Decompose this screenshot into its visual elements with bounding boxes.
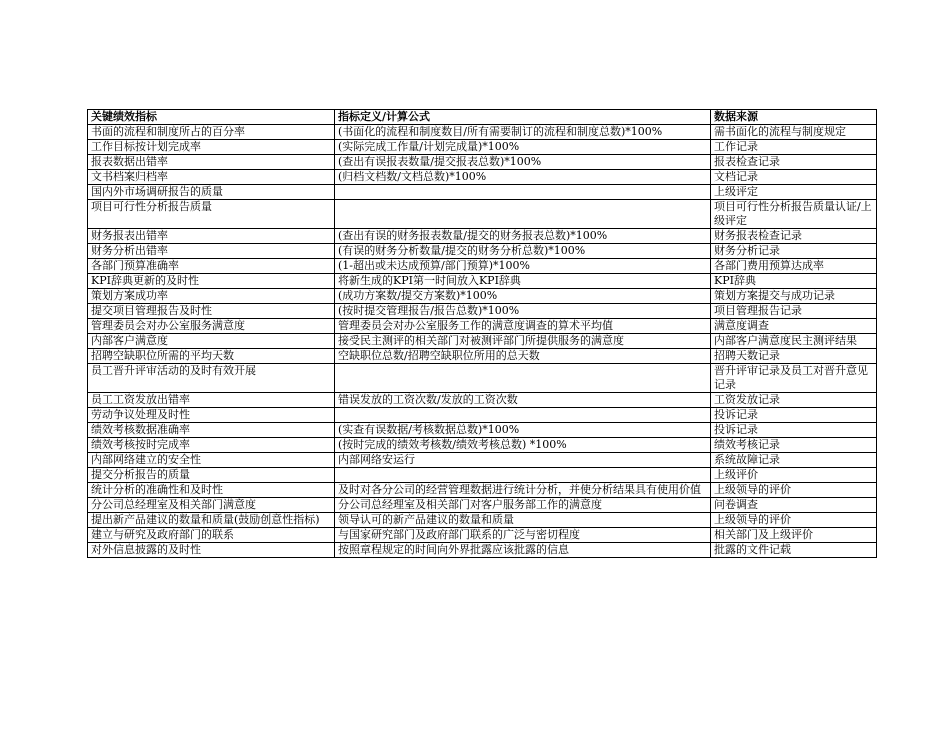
table-row [88, 155, 877, 170]
table-row [88, 364, 877, 393]
table-header [88, 110, 877, 125]
kpi-table [87, 109, 877, 558]
table-row [88, 483, 877, 498]
definition-cell [335, 200, 711, 229]
data-source-cell: 各部门费用预算达成率 [711, 259, 877, 274]
kpi-cell: 分公司总经理室及相关部门满意度 [88, 498, 335, 513]
data-source-cell: 上级评定 [711, 185, 877, 200]
kpi-cell: 劳动争议处理及时性 [88, 408, 335, 423]
definition-cell: (书面化的流程和制度数目/所有需要制订的流程和制度总数)*100% [335, 125, 711, 140]
table-row [88, 334, 877, 349]
data-source-cell: 报表检查记录 [711, 155, 877, 170]
data-source-cell: 需书面化的流程与制度规定 [711, 125, 877, 140]
definition-cell: 错误发放的工资次数/发放的工资次数 [335, 393, 711, 408]
definition-cell: (查出有误报表数量/提交报表总数)*100% [335, 155, 711, 170]
definition-cell: (实查有误数据/考核数据总数)*100% [335, 423, 711, 438]
definition-cell: (成功方案数/提交方案数)*100% [335, 289, 711, 304]
kpi-cell: 文书档案归档率 [88, 170, 335, 185]
table-row [88, 423, 877, 438]
table-row [88, 125, 877, 140]
kpi-cell: 提出新产品建议的数量和质量(鼓励创意性指标) [88, 513, 335, 528]
definition-cell [335, 185, 711, 200]
table-row [88, 393, 877, 408]
definition-cell: 管理委员会对办公室服务工作的满意度调查的算术平均值 [335, 319, 711, 334]
table-row [88, 543, 877, 558]
definition-cell: (按时完成的绩效考核数/绩效考核总数) *100% [335, 438, 711, 453]
data-source-cell: 招聘天数记录 [711, 349, 877, 364]
kpi-cell: 策划方案成功率 [88, 289, 335, 304]
data-source-cell: 晋升评审记录及员工对晋升意见记录 [711, 364, 877, 393]
data-source-cell: 工资发放记录 [711, 393, 877, 408]
table-row [88, 528, 877, 543]
table-row [88, 244, 877, 259]
kpi-cell: 招聘空缺职位所需的平均天数 [88, 349, 335, 364]
kpi-cell: 管理委员会对办公室服务满意度 [88, 319, 335, 334]
kpi-cell: 对外信息披露的及时性 [88, 543, 335, 558]
table-row [88, 513, 877, 528]
kpi-cell: 项目可行性分析报告质量 [88, 200, 335, 229]
table-row [88, 274, 877, 289]
kpi-cell: 工作目标按计划完成率 [88, 140, 335, 155]
table-row [88, 185, 877, 200]
kpi-cell: 财务分析出错率 [88, 244, 335, 259]
table-row [88, 259, 877, 274]
data-source-cell: 系统故障记录 [711, 453, 877, 468]
definition-cell: (1-超出或未达成预算/部门预算)*100% [335, 259, 711, 274]
table-row [88, 408, 877, 423]
header-definition: 指标定义/计算公式 [335, 110, 711, 125]
definition-cell [335, 468, 711, 483]
table-row [88, 140, 877, 155]
data-source-cell: 投诉记录 [711, 408, 877, 423]
definition-cell: (按时提交管理报告/报告总数)*100% [335, 304, 711, 319]
definition-cell: 分公司总经理室及相关部门对客户服务部工作的满意度 [335, 498, 711, 513]
data-source-cell: 内部客户满意度民主测评结果 [711, 334, 877, 349]
definition-cell: 接受民主测评的相关部门对被测评部门所提供服务的满意度 [335, 334, 711, 349]
data-source-cell: 投诉记录 [711, 423, 877, 438]
kpi-cell: 提交项目管理报告及时性 [88, 304, 335, 319]
data-source-cell: 相关部门及上级评价 [711, 528, 877, 543]
data-source-cell: 财务报表检查记录 [711, 229, 877, 244]
definition-cell [335, 408, 711, 423]
table-row [88, 289, 877, 304]
data-source-cell: 绩效考核记录 [711, 438, 877, 453]
kpi-cell: 员工晋升评审活动的及时有效开展 [88, 364, 335, 393]
kpi-cell: 建立与研究及政府部门的联系 [88, 528, 335, 543]
data-source-cell: 满意度调查 [711, 319, 877, 334]
table-row [88, 453, 877, 468]
table-row [88, 349, 877, 364]
definition-cell: (查出有误的财务报表数量/提交的财务报表总数)*100% [335, 229, 711, 244]
kpi-cell: 绩效考核按时完成率 [88, 438, 335, 453]
table-body [88, 125, 877, 558]
kpi-cell: 内部客户满意度 [88, 334, 335, 349]
kpi-cell: 书面的流程和制度所占的百分率 [88, 125, 335, 140]
data-source-cell: 上级领导的评价 [711, 483, 877, 498]
header-data-source: 数据来源 [711, 110, 877, 125]
data-source-cell: 项目可行性分析报告质量认证/上级评定 [711, 200, 877, 229]
definition-cell: (有误的财务分析数量/提交的财务分析总数)*100% [335, 244, 711, 259]
header-kpi: 关键绩效指标 [88, 110, 335, 125]
data-source-cell: 财务分析记录 [711, 244, 877, 259]
definition-cell: 内部网络安运行 [335, 453, 711, 468]
kpi-cell: KPI辞典更新的及时性 [88, 274, 335, 289]
kpi-cell: 财务报表出错率 [88, 229, 335, 244]
data-source-cell: 上级领导的评价 [711, 513, 877, 528]
table-row [88, 229, 877, 244]
data-source-cell: 问卷调查 [711, 498, 877, 513]
table-row [88, 319, 877, 334]
data-source-cell: 文档记录 [711, 170, 877, 185]
header-row [88, 110, 877, 125]
kpi-cell: 国内外市场调研报告的质量 [88, 185, 335, 200]
definition-cell: 与国家研究部门及政府部门联系的广泛与密切程度 [335, 528, 711, 543]
kpi-cell: 绩效考核数据准确率 [88, 423, 335, 438]
kpi-cell: 报表数据出错率 [88, 155, 335, 170]
data-source-cell: 上级评价 [711, 468, 877, 483]
table-row [88, 304, 877, 319]
definition-cell: (实际完成工作量/计划完成量)*100% [335, 140, 711, 155]
definition-cell: 将新生成的KPI第一时间放入KPI辞典 [335, 274, 711, 289]
definition-cell: (归档文档数/文档总数)*100% [335, 170, 711, 185]
kpi-cell: 提交分析报告的质量 [88, 468, 335, 483]
definition-cell: 及时对各分公司的经营管理数据进行统计分析，并使分析结果具有使用价值 [335, 483, 711, 498]
definition-cell: 空缺职位总数/招聘空缺职位所用的总天数 [335, 349, 711, 364]
definition-cell [335, 364, 711, 393]
data-source-cell: 策划方案提交与成功记录 [711, 289, 877, 304]
kpi-cell: 内部网络建立的安全性 [88, 453, 335, 468]
data-source-cell: 批露的文件记载 [711, 543, 877, 558]
definition-cell: 领导认可的新产品建议的数量和质量 [335, 513, 711, 528]
table-row [88, 468, 877, 483]
table-row [88, 200, 877, 229]
table-row [88, 438, 877, 453]
table-row [88, 498, 877, 513]
kpi-cell: 员工工资发放出错率 [88, 393, 335, 408]
definition-cell: 按照章程规定的时间向外界批露应该批露的信息 [335, 543, 711, 558]
data-source-cell: KPI辞典 [711, 274, 877, 289]
data-source-cell: 项目管理报告记录 [711, 304, 877, 319]
kpi-cell: 各部门预算准确率 [88, 259, 335, 274]
table-row [88, 170, 877, 185]
data-source-cell: 工作记录 [711, 140, 877, 155]
kpi-cell: 统计分析的准确性和及时性 [88, 483, 335, 498]
